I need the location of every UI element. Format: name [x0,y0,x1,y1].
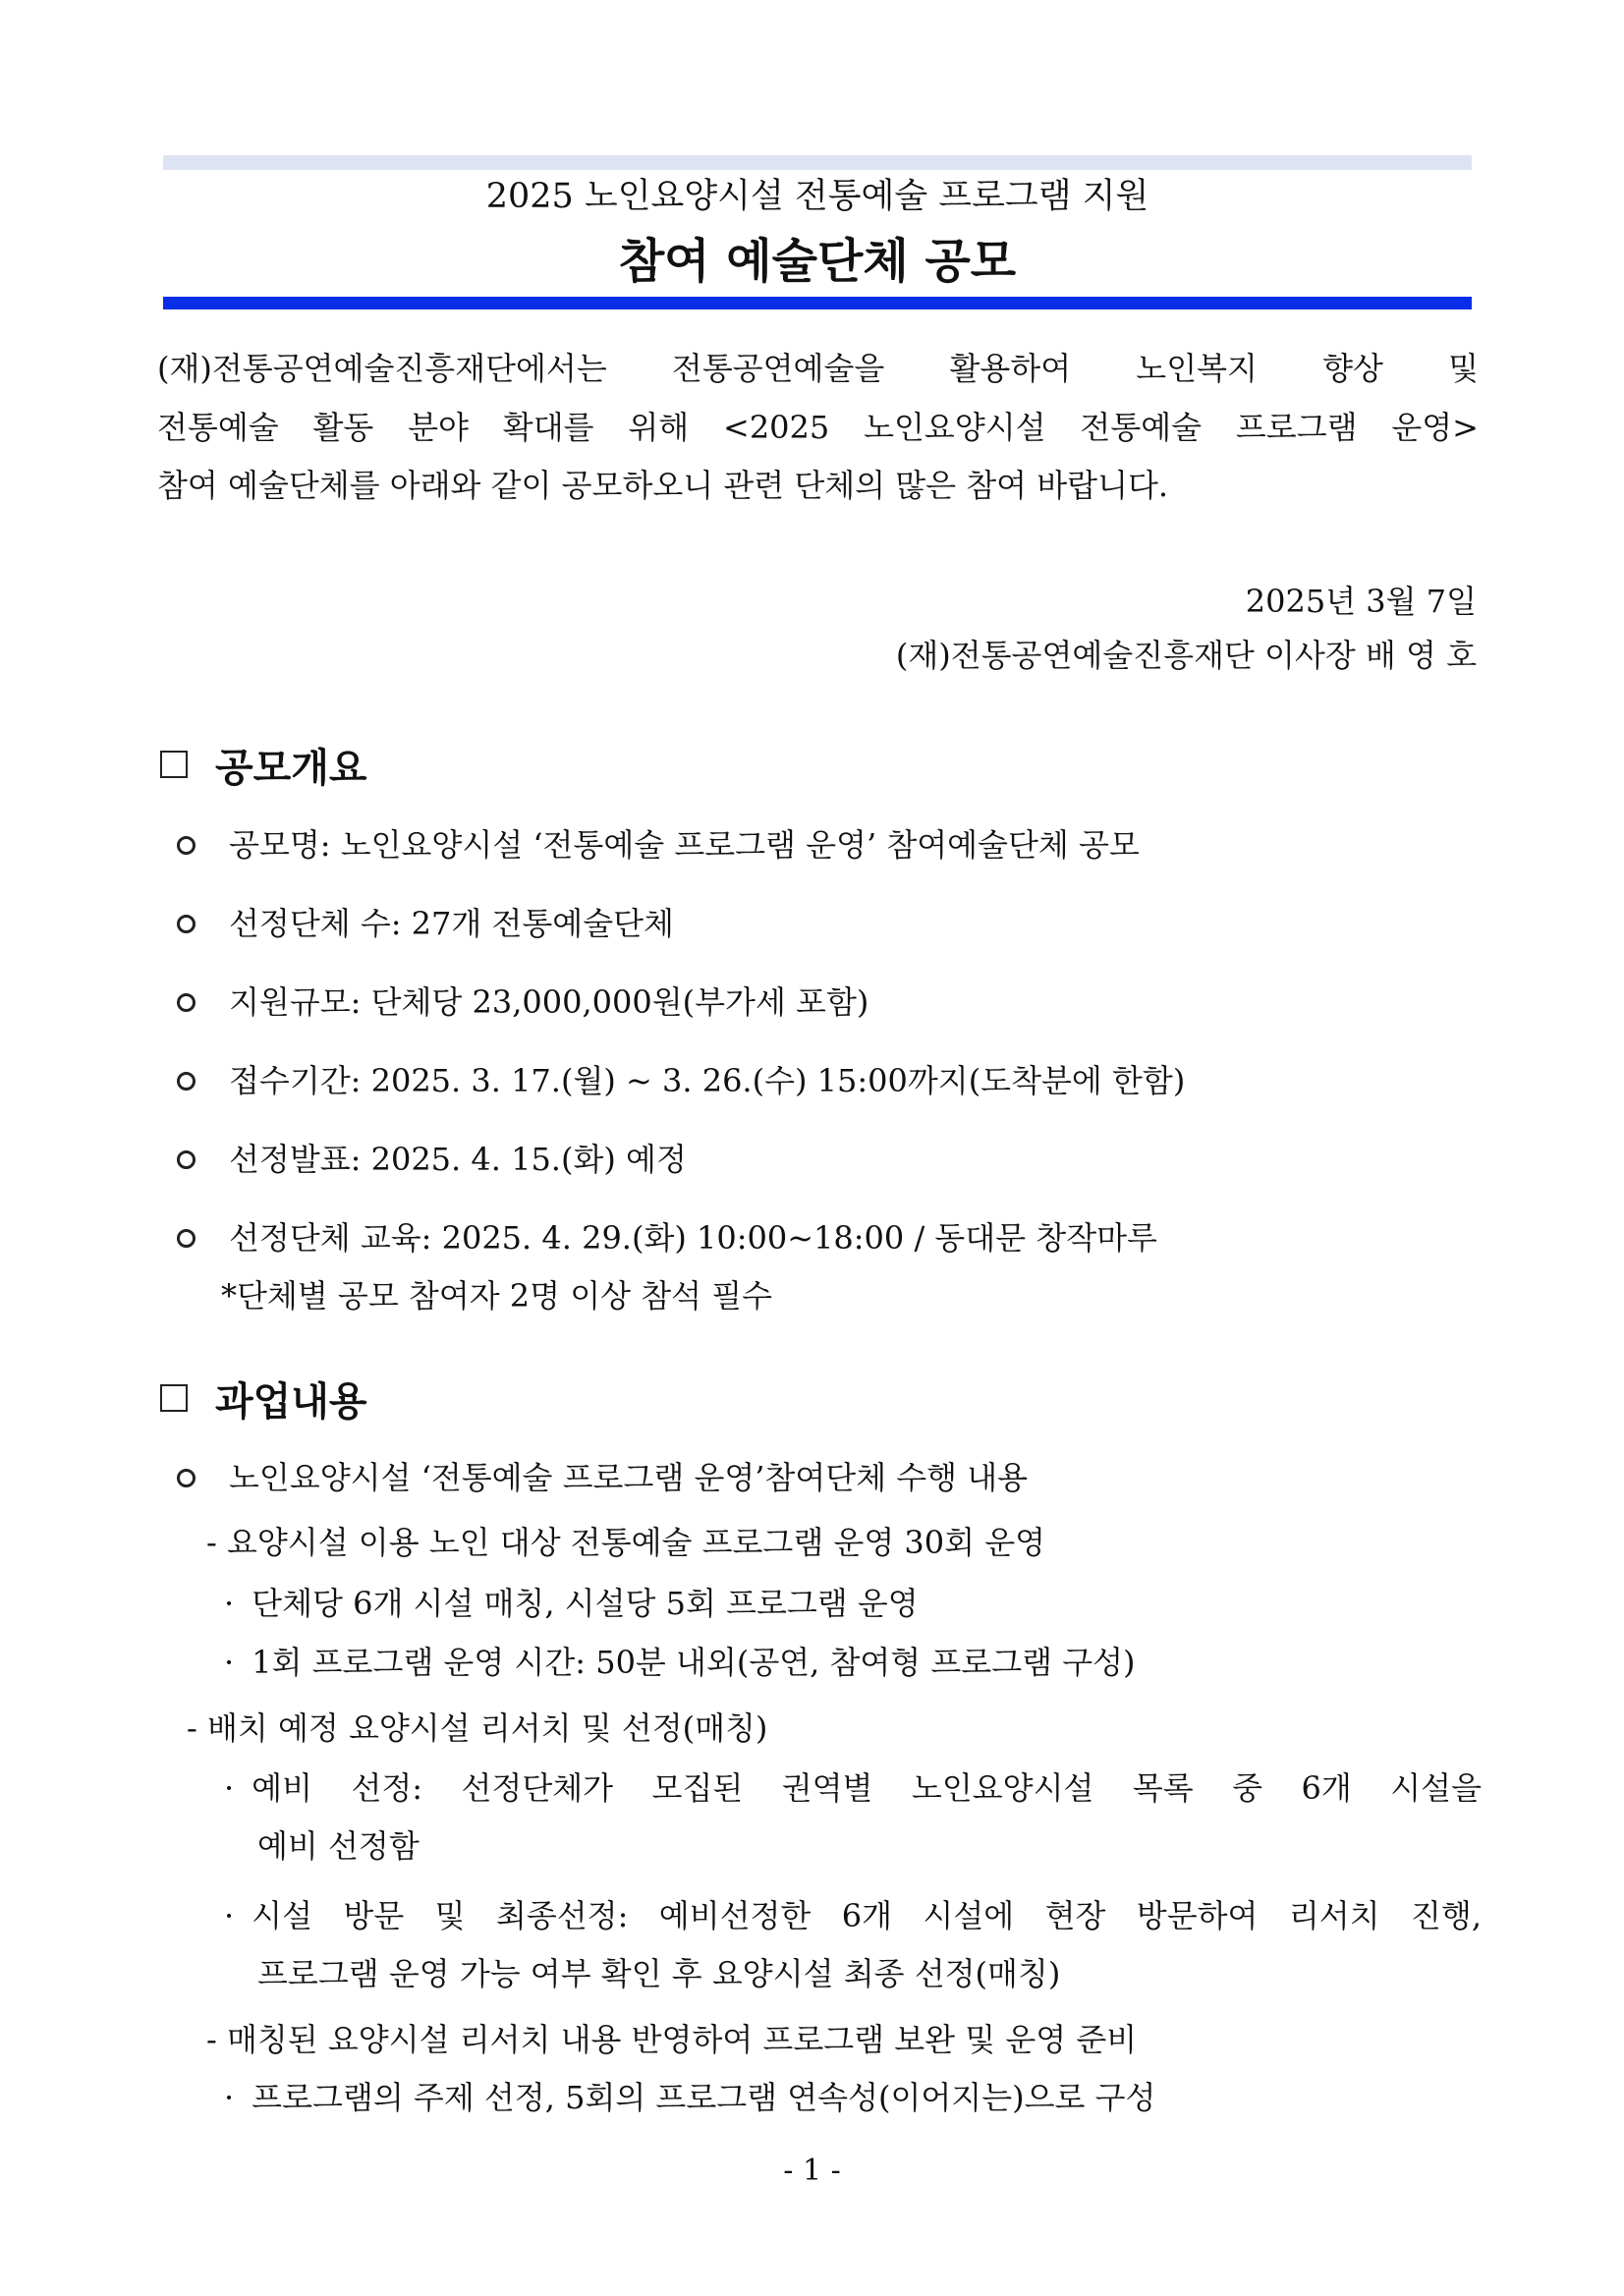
tasks-detail-text: 단체당 6개 시설 매칭, 시설당 5회 프로그램 운영 [252,1585,919,1622]
circle-bullet-icon [177,1229,196,1248]
tasks-detail-text: 프로그램의 주제 선정, 5회의 프로그램 연속성(이어지는)으로 구성 [252,2079,1156,2116]
page-number: - 1 - [783,2154,841,2188]
circle-bullet-icon [177,993,196,1012]
tasks-detail-item [224,2076,1155,2119]
overview-item-text: 지원규모: 단체당 23,000,000원(부가세 포함) [229,983,869,1021]
section-title: 과업내용 [215,1378,367,1425]
circle-bullet-icon [177,1150,196,1169]
overview-item [177,902,674,945]
section-heading-tasks [160,1371,367,1426]
overview-item-text: 선정단체 수: 27개 전통예술단체 [229,905,674,942]
tasks-detail-item [224,1766,1482,1810]
tasks-sub-item: - 매칭된 요양시설 리서치 내용 반영하여 프로그램 보완 및 운영 준비 [206,2021,1138,2058]
overview-item [177,823,1140,867]
tasks-main-text: 노인요양시설 ‘전통예술 프로그램 운영’참여단체 수행 내용 [229,1459,1029,1496]
checkbox-square-icon [160,751,188,778]
overview-item-text: 공모명: 노인요양시설 ‘전통예술 프로그램 운영’ 참여예술단체 공모 [229,826,1140,864]
overview-note: *단체별 공모 참여자 2명 이상 참석 필수 [221,1277,773,1315]
tasks-detail-text: 시설 방문 및 최종선정: 예비선정한 6개 시설에 현장 방문하여 리서치 진행, [252,1897,1482,1934]
section-title: 공모개요 [215,745,367,791]
middle-dot-bullet: · [224,1897,235,1934]
document-title-line1: 2025 노인요양시설 전통예술 프로그램 지원 [485,177,1149,216]
document-title-line2: 참여 예술단체 공모 [618,234,1017,289]
circle-bullet-icon [177,915,196,933]
title-bottom-bar [163,297,1472,309]
intro-line-3: 참여 예술단체를 아래와 같이 공모하오니 관련 단체의 많은 참여 바랍니다. [157,467,1169,504]
overview-item [177,1216,1157,1260]
overview-item-text: 선정발표: 2025. 4. 15.(화) 예정 [229,1141,687,1178]
overview-item [177,1138,687,1181]
tasks-detail-item [224,1641,1136,1684]
middle-dot-bullet: · [224,1644,235,1681]
checkbox-square-icon [160,1384,188,1412]
intro-line-1: (재)전통공연예술진흥재단에서는 전통공연예술을 활용하여 노인복지 향상 및 [157,350,1479,387]
tasks-detail-continuation: 예비 선정함 [257,1827,420,1865]
tasks-detail-item [224,1894,1482,1937]
tasks-detail-text: 예비 선정: 선정단체가 모집된 권역별 노인요양시설 목록 중 6개 시설을 [252,1769,1482,1807]
tasks-detail-text: 1회 프로그램 운영 시간: 50분 내외(공연, 참여형 프로그램 구성) [252,1644,1136,1681]
signature: (재)전통공연예술진흥재단 이사장 배 영 호 [895,637,1477,674]
overview-item [177,1059,1185,1102]
title-top-bar [163,155,1472,170]
intro-line-2: 전통예술 활동 분야 확대를 위해 <2025 노인요양시설 전통예술 프로그램 운영> [157,409,1479,446]
tasks-detail-item [224,1582,919,1625]
overview-item-text: 선정단체 교육: 2025. 4. 29.(화) 10:00~18:00 / 동대문 창작마루 [229,1219,1157,1257]
announcement-date: 2025년 3월 7일 [1245,583,1477,620]
circle-bullet-icon [177,1072,196,1091]
section-heading-overview [160,737,367,792]
tasks-sub-item: - 배치 예정 요양시설 리서치 및 선정(매칭) [187,1709,768,1747]
middle-dot-bullet: · [224,1585,235,1622]
overview-item [177,980,868,1024]
overview-item-text: 접수기간: 2025. 3. 17.(월) ~ 3. 26.(수) 15:00까지(도착분에 한함) [229,1062,1186,1099]
tasks-detail-continuation: 프로그램 운영 가능 여부 확인 후 요양시설 최종 선정(매칭) [257,1955,1061,1992]
tasks-sub-item: - 요양시설 이용 노인 대상 전통예술 프로그램 운영 30회 운영 [206,1524,1046,1561]
middle-dot-bullet: · [224,1769,235,1807]
middle-dot-bullet: · [224,2079,235,2116]
circle-bullet-icon [177,836,196,855]
circle-bullet-icon [177,1469,196,1487]
tasks-main-item [177,1456,1028,1499]
